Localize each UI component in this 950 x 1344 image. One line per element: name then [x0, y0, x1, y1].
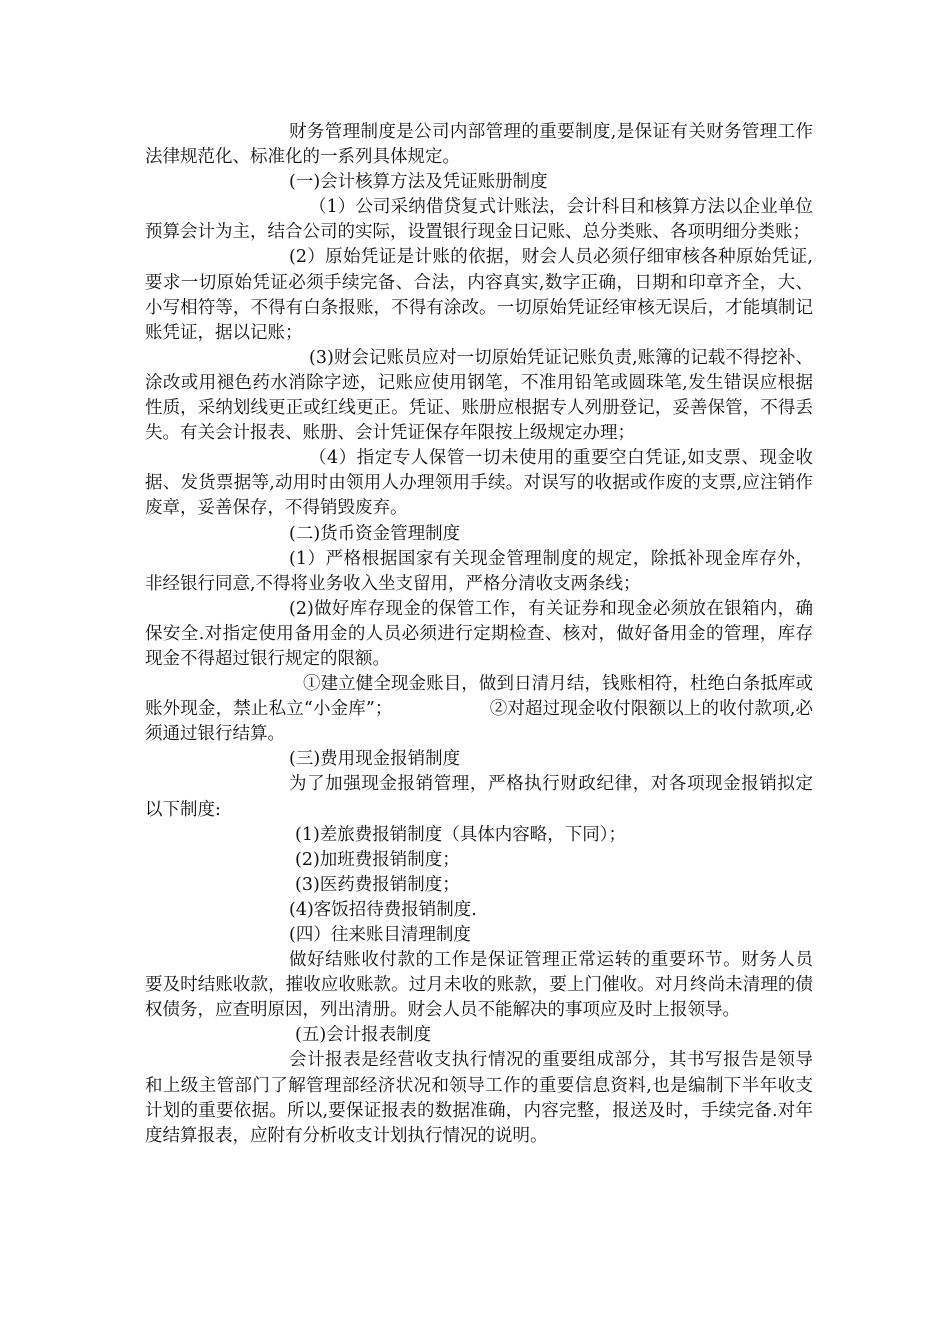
clause-3-intro: 为了加强现金报销管理，严格执行财政纪律，对各项现金报销拟定以下制度: — [145, 774, 813, 820]
section-heading-3: (三)费用现金报销制度 — [289, 749, 461, 770]
clause-4-body: 做好结账收付款的工作是保证管理正常运转的重要环节。财务人员要及时结账收款，摧收应收账款。过月未收的账款，要上门催收。对月终尚未清理的债权债务，应查明原因，列出清册。财会人员不能解决的事项应及时上报领导。 — [145, 950, 813, 1021]
clause-3-2: (2)加班费报销制度； — [295, 849, 460, 870]
section-heading-4: (四）往来账目清理制度 — [289, 925, 471, 945]
section-heading-5: (五)会计报表制度 — [295, 1025, 432, 1046]
document-body — [145, 120, 813, 1149]
clause-3-4: (4)客饭招待费报销制度. — [289, 899, 477, 920]
clause-1-4: （4）指定专人保管一切未使用的重要空白凭证,如支票、现金收据、发货票据等,动用时由领用人办理领用手续。对误写的收据或作废的支票,应注销作废章，妥善保存，不得销毁废弃。 — [145, 448, 813, 519]
clause-5-body: 会计报表是经营收支执行情况的重要组成部分，其书写报告是领导和上级主管部门了解管理部经济状况和领导工作的重要信息资料,也是编制下半年收支计划的重要依据。所以,要保证报表的数据准确，内容完整，报送及时，手续完备.对年度结算报表，应附有分析收支计划执行情况的说明。 — [145, 1050, 813, 1146]
clause-3-3: (3)医药费报销制度； — [295, 874, 460, 895]
clause-1-2: (2）原始凭证是计账的依据，财会人员必须仔细审核各种原始凭证,要求一切原始凭证必须手续完备、合法，内容真实,数字正确，日期和印章齐全，大、小写相符等，不得有白条报账，不得有涂改。一切原始凭证经审核无误后，才能填制记账凭证，据以记账； — [145, 247, 813, 343]
section-heading-1: (一)会计核算方法及凭证账册制度 — [289, 172, 548, 193]
clause-2-2-items: ①建立健全现金账目，做到日清月结，钱账相符，杜绝白条抵库或账外现金，禁止私立“小金库”； ②对超过现金收付限额以上的收付款项,必须通过银行结算。 — [145, 674, 813, 745]
clause-1-1: （1）公司采纳借贷复式计账法，会计科目和核算方法以企业单位预算会计为主，结合公司的实际，设置银行现金日记账、总分类账、各项明细分类账； — [145, 197, 813, 243]
clause-2-1: (1）严格根据国家有关现金管理制度的规定，除抵补现金库存外，非经银行同意,不得将业务收入坐支留用，严格分清收支两条线； — [145, 548, 813, 594]
clause-3-1: (1)差旅费报销制度（具体内容略，下同）； — [295, 824, 627, 845]
clause-2-2: (2)做好库存现金的保管工作，有关证券和现金必须放在银箱内，确保安全.对指定使用备用金的人员必须进行定期检查、核对，做好备用金的管理，库存现金不得超过银行规定的限额。 — [145, 598, 813, 669]
clause-1-3: (3)财会记账员应对一切原始凭证记账负责,账簿的记载不得挖补、涂改或用褪色药水消除字迹，记账应使用钢笔，不准用铅笔或圆珠笔,发生错误应根据性质，采纳划线更正或红线更正。凭证、账册应根据专人列册登记，妥善保管，不得丢失。有关会计报表、账册、会计凭证保存年限按上级规定办理； — [145, 347, 813, 444]
section-heading-2: (二)货币资金管理制度 — [289, 523, 461, 544]
paragraph-intro: 财务管理制度是公司内部管理的重要制度,是保证有关财务管理工作法律规范化、标准化的一系列具体规定。 — [145, 122, 813, 168]
